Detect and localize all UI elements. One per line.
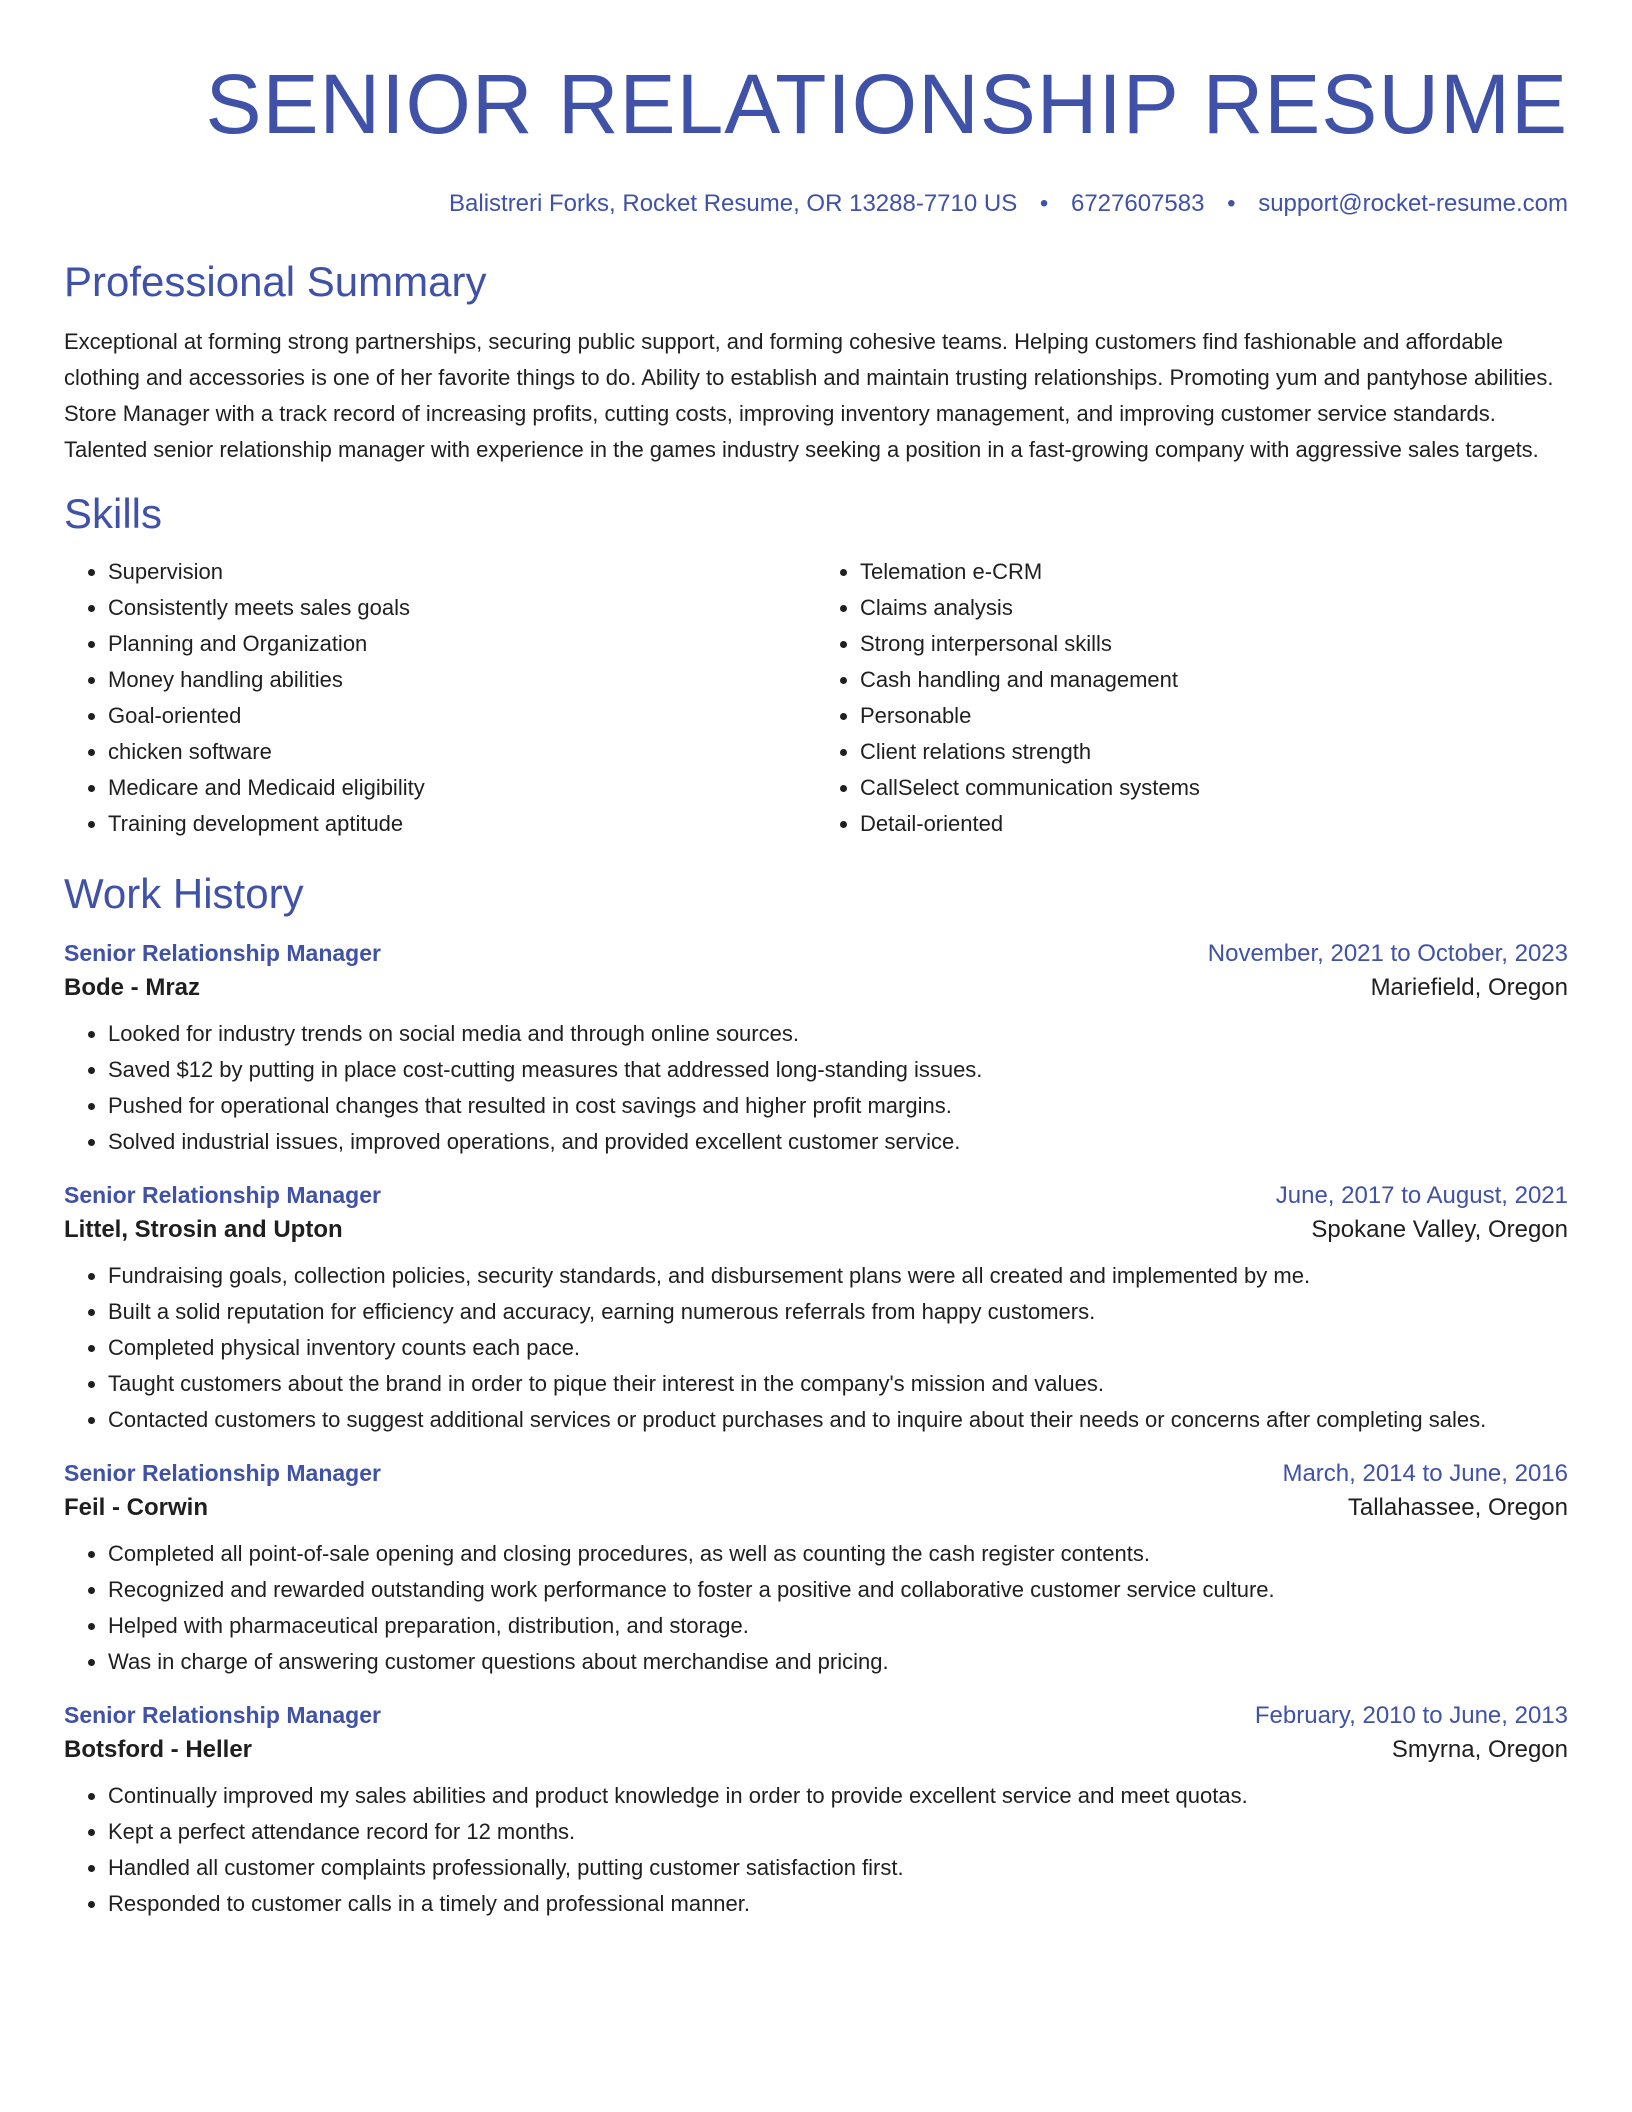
job-bullets bbox=[64, 1016, 1568, 1160]
work-history-section bbox=[64, 870, 1568, 1922]
job-location: Mariefield, Oregon bbox=[1370, 974, 1568, 1001]
job-bullets bbox=[64, 1778, 1568, 1922]
job-bullet: • Built a solid reputation for efficiency and accuracy, earning numerous referrals from happy customers. bbox=[108, 1294, 1568, 1330]
contact-line bbox=[64, 190, 1568, 218]
job-entry bbox=[64, 1702, 1568, 1922]
skill-item: • Cash handling and management bbox=[860, 662, 1568, 698]
job-entry bbox=[64, 940, 1568, 1160]
job-bullet: • Continually improved my sales abilities and product knowledge in order to provide excellent service and meet quotas. bbox=[108, 1778, 1568, 1814]
job-title: Senior Relationship Manager bbox=[64, 940, 381, 966]
contact-email: support@rocket-resume.com bbox=[1258, 190, 1568, 217]
skill-item: • Supervision bbox=[108, 554, 816, 590]
skill-item: • Training development aptitude bbox=[108, 806, 816, 842]
job-bullet: • Responded to customer calls in a timely and professional manner. bbox=[108, 1886, 1568, 1922]
job-title-row bbox=[64, 1702, 1568, 1730]
job-bullet: • Completed all point-of-sale opening and closing procedures, as well as counting the cash register contents. bbox=[108, 1536, 1568, 1572]
skill-item: • chicken software bbox=[108, 734, 816, 770]
job-company-row bbox=[64, 1210, 1568, 1244]
contact-separator: • bbox=[1039, 190, 1049, 217]
job-bullet: • Helped with pharmaceutical preparation, distribution, and storage. bbox=[108, 1608, 1568, 1644]
job-dates: March, 2014 to June, 2016 bbox=[1282, 1460, 1568, 1487]
skill-item: • Personable bbox=[860, 698, 1568, 734]
job-entry bbox=[64, 1182, 1568, 1438]
job-title-row bbox=[64, 940, 1568, 968]
skill-item: • Detail-oriented bbox=[860, 806, 1568, 842]
job-bullet: • Recognized and rewarded outstanding work performance to foster a positive and collaborative customer service culture. bbox=[108, 1572, 1568, 1608]
job-dates: February, 2010 to June, 2013 bbox=[1254, 1702, 1568, 1729]
skill-item: • Goal-oriented bbox=[108, 698, 816, 734]
job-bullet: • Taught customers about the brand in order to pique their interest in the company's mission and values. bbox=[108, 1366, 1568, 1402]
job-company: Botsford - Heller bbox=[64, 1736, 253, 1763]
job-company-row bbox=[64, 1730, 1568, 1764]
job-bullet: • Looked for industry trends on social media and through online sources. bbox=[108, 1016, 1568, 1052]
skill-item: • Telemation e-CRM bbox=[860, 554, 1568, 590]
job-title-row bbox=[64, 1460, 1568, 1488]
contact-phone: 6727607583 bbox=[1070, 190, 1205, 217]
job-bullet: • Solved industrial issues, improved operations, and provided excellent customer service. bbox=[108, 1124, 1568, 1160]
job-title: Senior Relationship Manager bbox=[64, 1702, 381, 1728]
skills-right-column bbox=[816, 554, 1568, 842]
job-company: Bode - Mraz bbox=[64, 974, 201, 1001]
job-dates: June, 2017 to August, 2021 bbox=[1275, 1182, 1568, 1209]
job-company: Littel, Strosin and Upton bbox=[64, 1216, 343, 1243]
summary-text: Exceptional at forming strong partnerships, securing public support, and forming cohesive teams. Helping customers find fashionable and affordable clothing and accessories is one of her favorite things to do. Ability to establish and maintain trusting relationships. Promoting yum and pantyhose abilities. Store Manager with a track record of increasing profits, cutting costs, improving inventory management, and improving customer service standards. Talented senior relationship manager with experience in the games industry seeking a position in a fast-growing company with aggressive sales targets. bbox=[64, 329, 1554, 462]
job-bullets bbox=[64, 1258, 1568, 1438]
job-company-row bbox=[64, 968, 1568, 1002]
skills-grid bbox=[64, 554, 1568, 842]
job-title-row bbox=[64, 1182, 1568, 1210]
job-bullet: • Was in charge of answering customer questions about merchandise and pricing. bbox=[108, 1644, 1568, 1680]
job-bullet: • Fundraising goals, collection policies, security standards, and disbursement plans were all created and implemented by me. bbox=[108, 1258, 1568, 1294]
skill-item: • Planning and Organization bbox=[108, 626, 816, 662]
contact-separator: • bbox=[1227, 190, 1236, 217]
skill-item: • CallSelect communication systems bbox=[860, 770, 1568, 806]
job-bullet: • Saved $12 by putting in place cost-cutting measures that addressed long-standing issues. bbox=[108, 1052, 1568, 1088]
skill-item: • Client relations strength bbox=[860, 734, 1568, 770]
resume-header bbox=[64, 56, 1568, 218]
work-history-heading: Work History bbox=[64, 870, 304, 917]
job-bullets bbox=[64, 1536, 1568, 1680]
job-location: Smyrna, Oregon bbox=[1391, 1736, 1568, 1763]
job-company: Feil - Corwin bbox=[64, 1494, 208, 1521]
job-location: Spokane Valley, Oregon bbox=[1311, 1216, 1568, 1243]
job-bullet: • Kept a perfect attendance record for 12 months. bbox=[108, 1814, 1568, 1850]
job-bullet: • Contacted customers to suggest additional services or product purchases and to inquire about their needs or concerns after completing sales. bbox=[108, 1402, 1568, 1438]
summary-section bbox=[64, 258, 1568, 468]
job-company-row bbox=[64, 1488, 1568, 1522]
job-title: Senior Relationship Manager bbox=[64, 1460, 381, 1486]
summary-heading: Professional Summary bbox=[64, 258, 487, 305]
skill-item: • Consistently meets sales goals bbox=[108, 590, 816, 626]
skill-item: • Medicare and Medicaid eligibility bbox=[108, 770, 816, 806]
skill-item: • Money handling abilities bbox=[108, 662, 816, 698]
skills-section bbox=[64, 490, 1568, 842]
skills-left-column bbox=[64, 554, 816, 842]
job-location: Tallahassee, Oregon bbox=[1347, 1494, 1568, 1521]
skill-item: • Claims analysis bbox=[860, 590, 1568, 626]
job-bullet: • Handled all customer complaints professionally, putting customer satisfaction first. bbox=[108, 1850, 1568, 1886]
resume-name: SENIOR RELATIONSHIP RESUME bbox=[205, 57, 1568, 151]
contact-address: Balistreri Forks, Rocket Resume, OR 13288-7710 US bbox=[449, 190, 1018, 217]
skill-item: • Strong interpersonal skills bbox=[860, 626, 1568, 662]
job-title: Senior Relationship Manager bbox=[64, 1182, 381, 1208]
job-entry bbox=[64, 1460, 1568, 1680]
job-bullet: • Completed physical inventory counts each pace. bbox=[108, 1330, 1568, 1366]
skills-heading: Skills bbox=[64, 490, 163, 537]
job-dates: November, 2021 to October, 2023 bbox=[1207, 940, 1568, 967]
job-bullet: • Pushed for operational changes that resulted in cost savings and higher profit margins. bbox=[108, 1088, 1568, 1124]
